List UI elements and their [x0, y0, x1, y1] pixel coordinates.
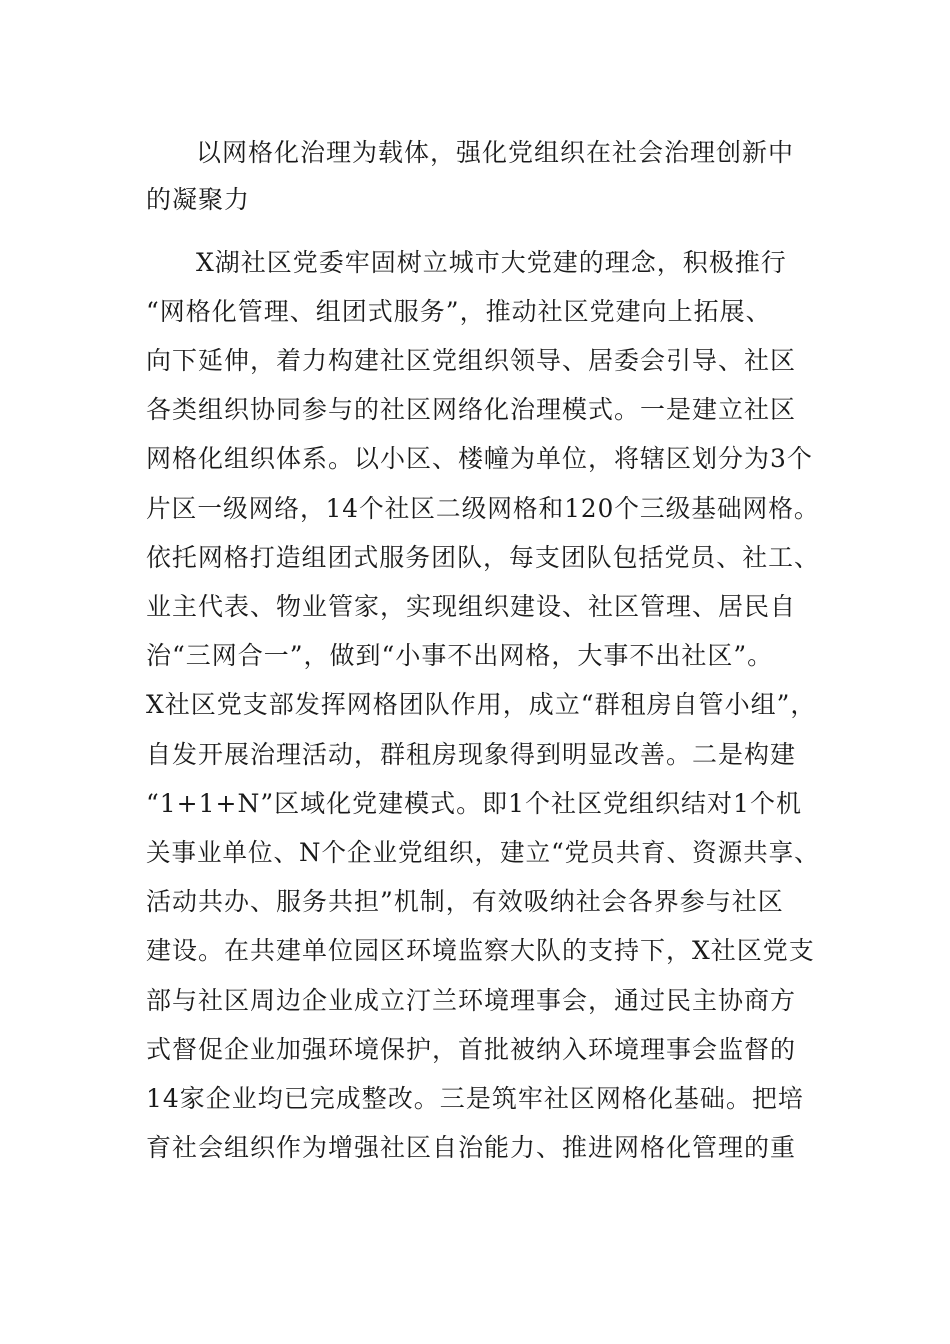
- body-line: X湖社区党委牢固树立城市大党建的理念，积极推行: [196, 248, 787, 277]
- body-line: 14家企业均已完成整改。三是筑牢社区网格化基础。把培: [146, 1084, 804, 1113]
- body-line: X社区党支部发挥网格团队作用，成立“群租房自管小组”，: [146, 690, 817, 719]
- section-heading-line-2: 的凝聚力: [146, 185, 251, 214]
- body-line: 片区一级网络，14个社区二级网格和120个三级基础网格。: [146, 494, 820, 523]
- body-line: 业主代表、物业管家，实现组织建设、社区管理、居民自: [146, 592, 797, 621]
- body-line: “网格化管理、组团式服务”，推动社区党建向上拓展、: [146, 297, 772, 326]
- body-line: 活动共办、服务共担”机制，有效吸纳社会各界参与社区: [146, 887, 784, 916]
- body-line: 向下延伸，着力构建社区党组织领导、居委会引导、社区: [146, 346, 797, 375]
- body-line: 各类组织协同参与的社区网络化治理模式。一是建立社区: [146, 395, 797, 424]
- body-line: “1+1+N”区域化党建模式。即1个社区党组织结对1个机: [146, 789, 802, 818]
- body-line: 依托网格打造组团式服务团队，每支团队包括党员、社工、: [146, 543, 820, 572]
- body-line: 关事业单位、N个企业党组织，建立“党员共育、资源共享、: [146, 838, 820, 867]
- body-line: 部与社区周边企业成立汀兰环境理事会，通过民主协商方: [146, 986, 797, 1015]
- section-heading-line-1: 以网格化治理为载体，强化党组织在社会治理创新中: [196, 138, 795, 167]
- body-line: 治“三网合一”，做到“小事不出网格，大事不出社区”。: [146, 641, 774, 670]
- body-line: 式督促企业加强环境保护，首批被纳入环境理事会监督的: [146, 1035, 797, 1064]
- body-line: 网格化组织体系。以小区、楼幢为单位，将辖区划分为3个: [146, 444, 813, 473]
- body-line: 建设。在共建单位园区环境监察大队的支持下，X社区党支: [146, 936, 815, 965]
- body-line: 自发开展治理活动，群租房现象得到明显改善。二是构建: [146, 740, 797, 769]
- body-line: 育社会组织作为增强社区自治能力、推进网格化管理的重: [146, 1133, 797, 1162]
